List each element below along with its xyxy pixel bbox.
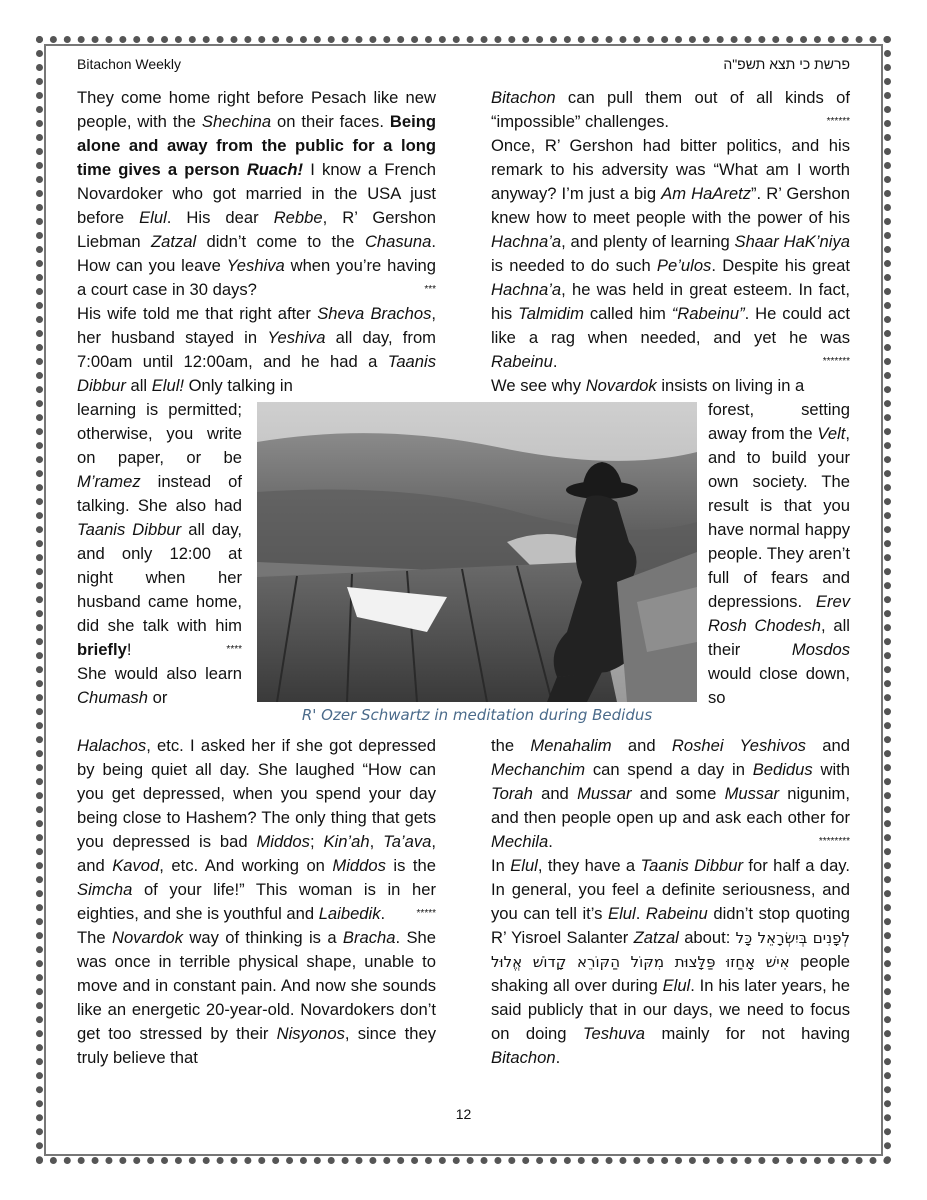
left-column-top: They come home right before Pesach like new people, with the Shechina on their faces. Being alone and away from the public for a long time gives a person Ruach! I know a French Novardoker who got married in the USA just before Elul. His dear Rebbe, R’ Gershon Liebman Zatzal didn’t come to the Chasuna. How can you leave Yeshiva when you’re having a court case in 30 days? *** His wife told me that right after Sheva Brachos, her husband stayed in Yeshiva all day, from 7:00am until 12:00am, and he had a Taanis Dibbur all Elul! Only talking in [77, 88, 436, 395]
left-column-bottom: Halachos, etc. I asked her if she got depressed by being quiet all day. She laughed “How can you get depressed, when you spend your day being close to Hashem? The only thing that gets you depressed is bad Middos; Kin’ah, Ta’ava, and Kavod, etc. And working on Middos is the Simcha of your life!” This woman is in her eighties, and she is youthful and Laibedik. ***** The Novardok way of thinking is a Bracha. She was once in terrible physical shape, unable to move and in constant pain. And now she sounds like an energetic 20-year-old. Novardokers don’t get too stressed by their Nisyonos, since they truly believe that [77, 736, 436, 1067]
meditation-photo [257, 402, 697, 702]
right-column-narrow: forest, setting away from the Velt, and to build your own society. The result is that you have normal happy people. They aren’t full of fears and depressions. Erev Rosh Chodesh, all their Mosdos would close down, so [708, 400, 850, 707]
photo-caption: R' Ozer Schwartz in meditation during Bedidus [301, 706, 653, 724]
page-number: 12 [455, 1106, 472, 1122]
publication-title: Bitachon Weekly [77, 56, 182, 72]
parsha-title: פרשת כי תצא תשפ"ה [723, 56, 850, 72]
right-column-bottom: the Menahalim and Roshei Yeshivos and Mechanchim can spend a day in Bedidus with Torah and Mussar and some Mussar nigunim, and then people open up and ask each other for Mechila. ******** In Elul, they have a Taanis Dibbur for half a day. In general, you feel a definite seriousness, and you can tell it’s Elul. Rabeinu didn’t stop quoting R’ Yisroel Salanter Zatzal about: לְפָנִים בְּיִשְׂרָאֵל כָּל אִישׁ אָחַזוּ פַּלָּצוּת מִקּוֹל הַקּוֹרֵא קָדוֹשׁ אֱלוּל people shaking all over during Elul. In his later years, he said publicly that in our days, we need to focus on doing Teshuva mainly for not having Bitachon. [491, 736, 851, 1067]
left-column-narrow: learning is permitted; otherwise, you write on paper, or be M’ramez instead of talking. She also had Taanis Dibbur all day, and only 12:00 at night when her husband came home, did she talk with him briefly! **** She would also learn Chumash or [77, 400, 242, 707]
right-column-top: Bitachon can pull them out of all kinds of “impossible” challenges. ****** Once, R’ Gershon had bitter politics, and his remark to his adversity was “What am I worth anyway? I’m just a big Am HaAretz”. R’ Gershon knew how to meet people with the power of his Hachna’a, and plenty of learning Shaar HaK’niya is needed to do such Pe’ulos. Despite his great Hachna’a, he was held in great esteem. In fact, his Talmidim called him “Rabeinu”. He could act like a rag when needed, and yet he was Rabeinu. ******* We see why Novardok insists on living in a [491, 88, 850, 395]
